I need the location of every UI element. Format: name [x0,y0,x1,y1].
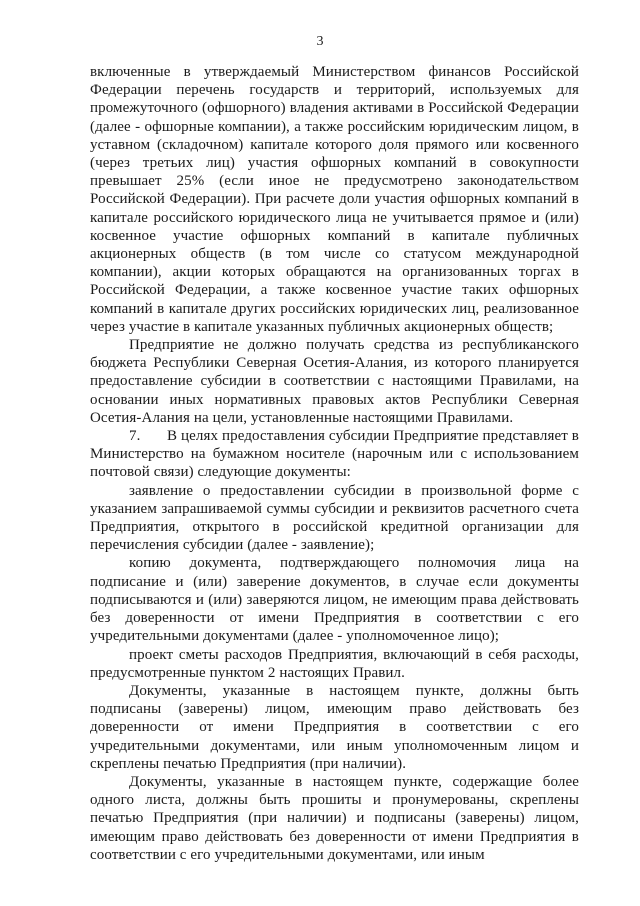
paragraph-budget-funds: Предприятие не должно получать средства из республиканского бюджета Республики Северная Осетия-Алания, из которого планируется предоставление субсидии в соответствии с настоящими Правилами, на основании иных нормативных правовых актов Республики Северная Осетия-Алания на цели, установленные настоящими Правилами. [90,337,579,426]
paragraph-cost-estimate: проект сметы расходов Предприятия, включающий в себя расходы, предусмотренные пунктом 2 настоящих Правил. [90,646,579,681]
page-number: 3 [316,34,324,49]
document-body [90,63,579,864]
paragraph-application: заявление о предоставлении субсидии в произвольной форме с указанием запрашиваемой суммы субсидии и реквизитов расчетного счета Предприятия, открытого в российской кредитной организации для перечисления субсидии (далее - заявление); [90,482,579,554]
item-7-text: В целях предоставления субсидии Предприятие представляет в Министерство на бумажном носителе (нарочным или с использованием почтовой связи) следующие документы: [90,428,579,481]
paragraph-item-7 [90,427,579,482]
paragraph-signing-requirements: Документы, указанные в настоящем пункте, должны быть подписаны (заверены) лицом, имеющим право действовать без доверенности от имени Предприятия в соответствии с его учредительными документами, или иным уполномоченным лицом и скреплены печатью Предприятия (при наличии). [90,682,579,772]
paragraph-binding-requirements: Документы, указанные в настоящем пункте, содержащие более одного листа, должны быть прошиты и пронумерованы, скреплены печатью Предприятия (при наличии) и подписаны (заверены) лицом, имеющим право действовать без доверенности от имени Предприятия в соответствии с его учредительными документами, или иным [90,773,579,863]
paragraph-offshore-companies: включенные в утверждаемый Министерством финансов Российской Федерации перечень государств и территорий, используемых для промежуточного (офшорного) владения активами в Российской Федерации (далее - офшорные компании), а также российским юридическим лицом, в уставном (складочном) капитале которого доля прямого или косвенного (через третьих лиц) участия офшорных компаний в совокупности превышает 25% (если иное не предусмотрено законодательством Российской Федерации). При расчете доли участия офшорных компаний в капитале российского юридического лица не учитывается прямое и (или) косвенное участие офшорных компаний в капитале публичных акционерных обществ (в том числе со статусом международной компании), акции которых обращаются на организованных торгах в Российской Федерации, а также косвенное участие таких офшорных компаний в капитале других российских юридических лиц, реализованное через участие в капитале указанных публичных акционерных обществ; [90,64,579,335]
paragraph-authority-copy: копию документа, подтверждающего полномочия лица на подписание и (или) заверение документов, в случае если документы подписываются и (или) заверяются лицом, не имеющим права действовать без доверенности от имени Предприятия в соответствии с его учредительными документами (далее - уполномоченное лицо); [90,555,579,645]
item-number: 7. [129,428,141,445]
